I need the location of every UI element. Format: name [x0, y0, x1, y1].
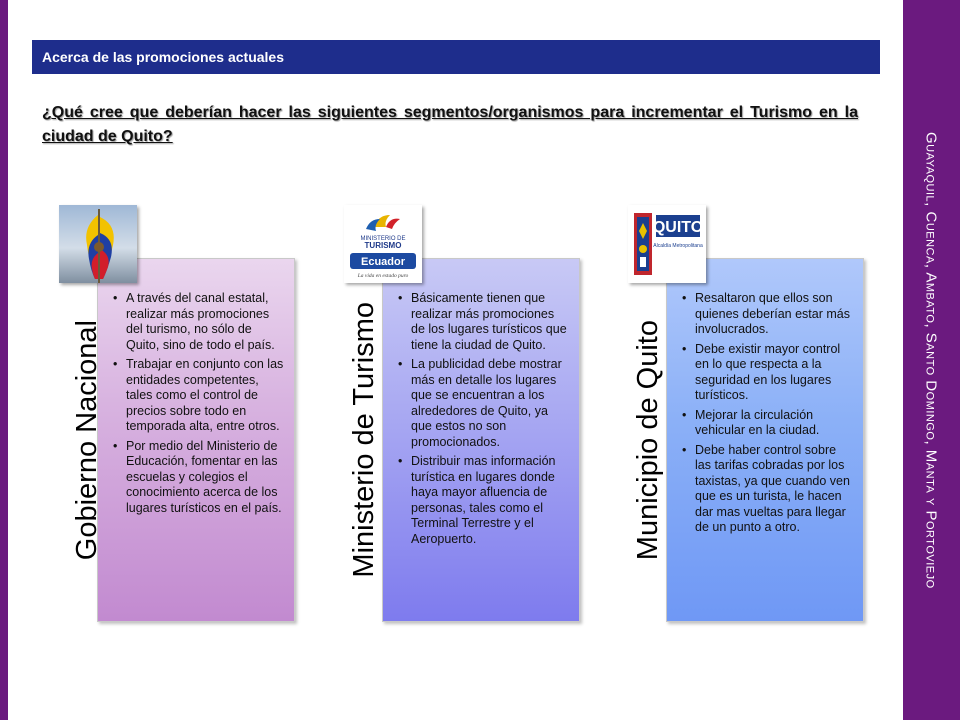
question-text: ¿Qué cree que deberían hacer las siguientes segmentos/organismos para incrementar el Turismo en la ciudad de Quito?	[42, 104, 858, 145]
ecuador-flag-image	[59, 205, 137, 283]
card-gobierno-nacional	[97, 258, 295, 622]
card-ministerio-turismo	[382, 258, 580, 622]
column-title-text: Gobierno Nacional	[70, 319, 103, 561]
list-item: • Mejorar la circulación vehicular en la ciudad.	[691, 408, 853, 439]
bullet-list	[681, 291, 853, 536]
card-municipio-quito	[666, 258, 864, 622]
side-title	[906, 0, 956, 720]
column-title-text: Municipio de Quito	[631, 319, 664, 561]
logo-text-quito: QUITO	[652, 219, 704, 236]
quito-municipality-logo	[628, 205, 706, 283]
bullet-list	[397, 291, 569, 547]
left-accent-bar	[0, 0, 8, 720]
logo-tagline: La vida en estado puro	[357, 273, 409, 279]
list-item: • Resaltaron que ellos son quienes deberían estar más involucrados.	[691, 291, 853, 338]
column-title-gobierno	[57, 258, 117, 622]
list-item: • Distribuir mas información turística en lugares donde haya mayor afluencia de personas, tales como el Terminal Terrestre y el Aeropuerto.	[407, 454, 569, 547]
list-item: • Debe haber control sobre las tarifas cobradas por los taxistas, ya que cuando ven que es un turista, le hacen dar mas vueltas para llegar de un punto a otro.	[691, 443, 853, 536]
list-item: • Trabajar en conjunto con las entidades competentes, tales como el control de precios sobre todo en temporada alta, entre otros.	[122, 357, 284, 435]
logo-text-alcaldia: Alcaldía Metropolitana	[653, 243, 703, 249]
flag-icon	[59, 205, 137, 283]
logo-text-ecuador: Ecuador	[360, 256, 406, 268]
quito-logo-icon	[628, 205, 706, 283]
list-item: • Por medio del Ministerio de Educación, fomentar en las escuelas y colegios el conocimiento acerca de los lugares turísticos en el país.	[122, 439, 284, 517]
bullet-list	[112, 291, 284, 516]
list-item: • Básicamente tienen que realizar más promociones de los lugares turísticos que tiene la ciudad de Quito.	[407, 291, 569, 353]
column-title-municipio	[618, 258, 678, 622]
section-header: Acerca de las promociones actuales	[32, 40, 880, 74]
turismo-logo-icon	[344, 205, 422, 283]
column-title-ministerio	[334, 258, 394, 622]
logo-text-turismo: TURISMO	[364, 241, 402, 250]
list-item: • La publicidad debe mostrar más en detalle los lugares que se encuentran a los alrededores de Quito, ya que estos no son promocionados.	[407, 357, 569, 450]
list-item: • Debe existir mayor control en lo que respecta a la seguridad en los lugares turísticos.	[691, 342, 853, 404]
logo-text-ministerio: MINISTERIO DE	[360, 236, 406, 242]
list-item: • A través del canal estatal, realizar más promociones del turismo, no sólo de Quito, sino de todo el país.	[122, 291, 284, 353]
ministerio-turismo-logo	[344, 205, 422, 283]
column-title-text: Ministerio de Turismo	[347, 302, 380, 578]
side-title-text: Guayaquil, Cuenca, Ambato, Santo Domingo, Manta y Portoviejo	[922, 131, 940, 589]
